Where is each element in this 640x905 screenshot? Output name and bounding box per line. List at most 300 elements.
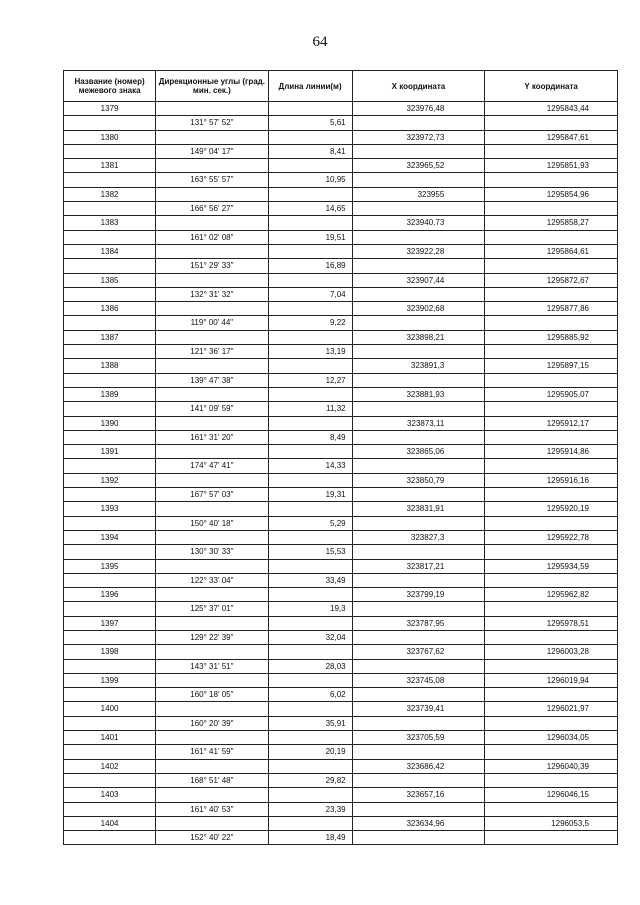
empty-cell — [485, 373, 618, 387]
empty-cell — [352, 202, 485, 216]
point-name: 1385 — [64, 273, 156, 287]
empty-cell — [485, 144, 618, 158]
empty-cell — [64, 630, 156, 644]
empty-cell — [64, 345, 156, 359]
segment-row — [64, 345, 618, 359]
empty-cell — [268, 445, 352, 459]
line-length: 15,53 — [268, 545, 352, 559]
y-coordinate: 1295851,93 — [485, 159, 618, 173]
empty-cell — [485, 688, 618, 702]
direction-angle: 122° 33' 04" — [156, 573, 268, 587]
empty-cell — [352, 688, 485, 702]
empty-cell — [64, 402, 156, 416]
point-row — [64, 788, 618, 802]
empty-cell — [352, 116, 485, 130]
empty-cell — [156, 759, 268, 773]
line-length: 14,33 — [268, 459, 352, 473]
x-coordinate: 323799,19 — [352, 588, 485, 602]
y-coordinate: 1295905,07 — [485, 387, 618, 401]
direction-angle: 161° 31' 20" — [156, 430, 268, 444]
empty-cell — [485, 802, 618, 816]
empty-cell — [485, 716, 618, 730]
empty-cell — [485, 116, 618, 130]
segment-row — [64, 144, 618, 158]
segment-row — [64, 116, 618, 130]
empty-cell — [156, 702, 268, 716]
y-coordinate: 1295978,51 — [485, 616, 618, 630]
direction-angle: 161° 40' 53" — [156, 802, 268, 816]
point-row — [64, 731, 618, 745]
segment-row — [64, 831, 618, 845]
empty-cell — [64, 831, 156, 845]
table-body — [64, 102, 618, 845]
y-coordinate: 1295916,16 — [485, 473, 618, 487]
line-length: 8,49 — [268, 430, 352, 444]
empty-cell — [268, 759, 352, 773]
direction-angle: 152° 40' 22" — [156, 831, 268, 845]
y-coordinate: 1295854,96 — [485, 187, 618, 201]
y-coordinate: 1296021,97 — [485, 702, 618, 716]
point-name: 1396 — [64, 588, 156, 602]
empty-cell — [156, 359, 268, 373]
empty-cell — [268, 130, 352, 144]
point-row — [64, 187, 618, 201]
empty-cell — [485, 230, 618, 244]
empty-cell — [156, 302, 268, 316]
empty-cell — [268, 216, 352, 230]
empty-cell — [485, 345, 618, 359]
point-name: 1382 — [64, 187, 156, 201]
header-y: Y координата — [485, 71, 618, 102]
empty-cell — [64, 430, 156, 444]
segment-row — [64, 630, 618, 644]
segment-row — [64, 688, 618, 702]
empty-cell — [485, 602, 618, 616]
x-coordinate: 323767,62 — [352, 645, 485, 659]
point-name: 1403 — [64, 788, 156, 802]
empty-cell — [352, 402, 485, 416]
direction-angle: 168° 51' 48" — [156, 773, 268, 787]
empty-cell — [485, 545, 618, 559]
empty-cell — [485, 516, 618, 530]
point-name: 1394 — [64, 530, 156, 544]
direction-angle: 150° 40' 18" — [156, 516, 268, 530]
point-name: 1392 — [64, 473, 156, 487]
point-row — [64, 559, 618, 573]
point-name: 1390 — [64, 416, 156, 430]
point-name: 1397 — [64, 616, 156, 630]
header-length: Длина линии(м) — [268, 71, 352, 102]
x-coordinate: 323686,42 — [352, 759, 485, 773]
direction-angle: 160° 18' 05" — [156, 688, 268, 702]
empty-cell — [485, 287, 618, 301]
segment-row — [64, 173, 618, 187]
empty-cell — [485, 573, 618, 587]
segment-row — [64, 602, 618, 616]
point-row — [64, 359, 618, 373]
empty-cell — [64, 316, 156, 330]
segment-row — [64, 659, 618, 673]
empty-cell — [64, 116, 156, 130]
point-row — [64, 530, 618, 544]
empty-cell — [156, 673, 268, 687]
direction-angle: 161° 41' 59" — [156, 745, 268, 759]
point-name: 1387 — [64, 330, 156, 344]
empty-cell — [64, 716, 156, 730]
segment-row — [64, 745, 618, 759]
empty-cell — [268, 530, 352, 544]
point-row — [64, 159, 618, 173]
line-length: 12,27 — [268, 373, 352, 387]
point-name: 1400 — [64, 702, 156, 716]
boundary-coordinates-table — [63, 70, 618, 845]
direction-angle: 130° 30' 33" — [156, 545, 268, 559]
segment-row — [64, 259, 618, 273]
point-row — [64, 244, 618, 258]
line-length: 20,19 — [268, 745, 352, 759]
point-row — [64, 816, 618, 830]
x-coordinate: 323902,68 — [352, 302, 485, 316]
point-name: 1391 — [64, 445, 156, 459]
segment-row — [64, 316, 618, 330]
segment-row — [64, 459, 618, 473]
y-coordinate: 1295897,15 — [485, 359, 618, 373]
empty-cell — [485, 316, 618, 330]
empty-cell — [64, 516, 156, 530]
empty-cell — [352, 630, 485, 644]
line-length: 28,03 — [268, 659, 352, 673]
empty-cell — [64, 488, 156, 502]
empty-cell — [156, 187, 268, 201]
empty-cell — [156, 416, 268, 430]
x-coordinate: 323881,93 — [352, 387, 485, 401]
y-coordinate: 1295912,17 — [485, 416, 618, 430]
empty-cell — [156, 445, 268, 459]
empty-cell — [352, 773, 485, 787]
point-row — [64, 759, 618, 773]
empty-cell — [268, 731, 352, 745]
x-coordinate: 323955 — [352, 187, 485, 201]
direction-angle: 151° 29' 33" — [156, 259, 268, 273]
empty-cell — [485, 430, 618, 444]
segment-row — [64, 287, 618, 301]
line-length: 5,29 — [268, 516, 352, 530]
empty-cell — [156, 159, 268, 173]
empty-cell — [156, 588, 268, 602]
x-coordinate: 323865,06 — [352, 445, 485, 459]
point-row — [64, 416, 618, 430]
point-row — [64, 702, 618, 716]
line-length: 32,04 — [268, 630, 352, 644]
empty-cell — [352, 259, 485, 273]
x-coordinate: 323972,73 — [352, 130, 485, 144]
empty-cell — [268, 588, 352, 602]
header-x: X координата — [352, 71, 485, 102]
point-row — [64, 645, 618, 659]
x-coordinate: 323705,59 — [352, 731, 485, 745]
empty-cell — [352, 602, 485, 616]
segment-row — [64, 402, 618, 416]
segment-row — [64, 516, 618, 530]
y-coordinate: 1296046,15 — [485, 788, 618, 802]
empty-cell — [64, 745, 156, 759]
empty-cell — [352, 488, 485, 502]
empty-cell — [156, 559, 268, 573]
empty-cell — [352, 573, 485, 587]
point-name: 1404 — [64, 816, 156, 830]
empty-cell — [156, 387, 268, 401]
direction-angle: 149° 04' 17" — [156, 144, 268, 158]
empty-cell — [352, 173, 485, 187]
empty-cell — [485, 173, 618, 187]
empty-cell — [352, 430, 485, 444]
x-coordinate: 323739,41 — [352, 702, 485, 716]
empty-cell — [156, 530, 268, 544]
point-row — [64, 302, 618, 316]
empty-cell — [156, 788, 268, 802]
empty-cell — [156, 473, 268, 487]
x-coordinate: 323817,21 — [352, 559, 485, 573]
y-coordinate: 1296053,5 — [485, 816, 618, 830]
y-coordinate: 1296034,05 — [485, 731, 618, 745]
empty-cell — [352, 144, 485, 158]
point-name: 1380 — [64, 130, 156, 144]
point-row — [64, 588, 618, 602]
point-row — [64, 330, 618, 344]
x-coordinate: 323891,3 — [352, 359, 485, 373]
y-coordinate: 1295872,67 — [485, 273, 618, 287]
point-name: 1399 — [64, 673, 156, 687]
segment-row — [64, 802, 618, 816]
empty-cell — [64, 230, 156, 244]
x-coordinate: 323745,08 — [352, 673, 485, 687]
empty-cell — [268, 702, 352, 716]
empty-cell — [268, 816, 352, 830]
point-name: 1384 — [64, 244, 156, 258]
y-coordinate: 1295922,78 — [485, 530, 618, 544]
direction-angle: 129° 22' 39" — [156, 630, 268, 644]
point-row — [64, 616, 618, 630]
empty-cell — [268, 159, 352, 173]
direction-angle: 132° 31' 32" — [156, 287, 268, 301]
segment-row — [64, 202, 618, 216]
y-coordinate: 1295920,19 — [485, 502, 618, 516]
empty-cell — [485, 630, 618, 644]
x-coordinate: 323976,48 — [352, 102, 485, 116]
empty-cell — [156, 216, 268, 230]
empty-cell — [268, 645, 352, 659]
direction-angle: 119° 00' 44" — [156, 316, 268, 330]
direction-angle: 161° 02' 08" — [156, 230, 268, 244]
point-name: 1386 — [64, 302, 156, 316]
segment-row — [64, 230, 618, 244]
direction-angle: 160° 20' 39" — [156, 716, 268, 730]
segment-row — [64, 773, 618, 787]
line-length: 13,19 — [268, 345, 352, 359]
y-coordinate: 1296003,28 — [485, 645, 618, 659]
empty-cell — [64, 659, 156, 673]
table-header — [64, 71, 618, 102]
line-length: 19,3 — [268, 602, 352, 616]
direction-angle: 163° 55' 57" — [156, 173, 268, 187]
empty-cell — [64, 773, 156, 787]
empty-cell — [352, 345, 485, 359]
empty-cell — [268, 187, 352, 201]
empty-cell — [268, 788, 352, 802]
line-length: 18,49 — [268, 831, 352, 845]
empty-cell — [485, 202, 618, 216]
segment-row — [64, 430, 618, 444]
empty-cell — [268, 473, 352, 487]
direction-angle: 139° 47' 38" — [156, 373, 268, 387]
point-row — [64, 502, 618, 516]
point-row — [64, 102, 618, 116]
x-coordinate: 323657,16 — [352, 788, 485, 802]
empty-cell — [352, 802, 485, 816]
line-length: 6,02 — [268, 688, 352, 702]
line-length: 19,31 — [268, 488, 352, 502]
empty-cell — [64, 144, 156, 158]
empty-cell — [64, 802, 156, 816]
empty-cell — [156, 330, 268, 344]
empty-cell — [485, 745, 618, 759]
point-row — [64, 130, 618, 144]
point-name: 1402 — [64, 759, 156, 773]
header-angle: Дирекционные углы (град. мин. сек.) — [156, 71, 268, 102]
empty-cell — [352, 831, 485, 845]
segment-row — [64, 373, 618, 387]
segment-row — [64, 716, 618, 730]
empty-cell — [352, 659, 485, 673]
y-coordinate: 1295962,82 — [485, 588, 618, 602]
empty-cell — [156, 731, 268, 745]
header-name: Название (номер) межевого знака — [64, 71, 156, 102]
line-length: 14,65 — [268, 202, 352, 216]
direction-angle: 131° 57' 52" — [156, 116, 268, 130]
y-coordinate: 1295858,27 — [485, 216, 618, 230]
y-coordinate: 1295843,44 — [485, 102, 618, 116]
y-coordinate: 1295864,61 — [485, 244, 618, 258]
point-row — [64, 273, 618, 287]
x-coordinate: 323873,11 — [352, 416, 485, 430]
empty-cell — [485, 773, 618, 787]
empty-cell — [156, 273, 268, 287]
direction-angle: 141° 09' 59" — [156, 402, 268, 416]
y-coordinate: 1295847,61 — [485, 130, 618, 144]
x-coordinate: 323907,44 — [352, 273, 485, 287]
page-number: 64 — [312, 34, 328, 50]
empty-cell — [268, 673, 352, 687]
y-coordinate: 1296019,94 — [485, 673, 618, 687]
empty-cell — [352, 230, 485, 244]
empty-cell — [64, 202, 156, 216]
empty-cell — [352, 459, 485, 473]
direction-angle: 143° 31' 51" — [156, 659, 268, 673]
point-name: 1379 — [64, 102, 156, 116]
empty-cell — [485, 488, 618, 502]
empty-cell — [156, 102, 268, 116]
x-coordinate: 323831,91 — [352, 502, 485, 516]
segment-row — [64, 488, 618, 502]
direction-angle: 174° 47' 41" — [156, 459, 268, 473]
empty-cell — [268, 302, 352, 316]
line-length: 9,22 — [268, 316, 352, 330]
point-row — [64, 216, 618, 230]
line-length: 10,95 — [268, 173, 352, 187]
empty-cell — [156, 244, 268, 258]
empty-cell — [156, 130, 268, 144]
empty-cell — [485, 259, 618, 273]
x-coordinate: 323898,21 — [352, 330, 485, 344]
empty-cell — [352, 745, 485, 759]
line-length: 23,39 — [268, 802, 352, 816]
line-length: 8,41 — [268, 144, 352, 158]
point-name: 1393 — [64, 502, 156, 516]
direction-angle: 125° 37' 01" — [156, 602, 268, 616]
empty-cell — [64, 373, 156, 387]
empty-cell — [268, 244, 352, 258]
direction-angle: 166° 56' 27" — [156, 202, 268, 216]
direction-angle: 167° 57' 03" — [156, 488, 268, 502]
x-coordinate: 323850,79 — [352, 473, 485, 487]
empty-cell — [352, 287, 485, 301]
y-coordinate: 1295885,92 — [485, 330, 618, 344]
point-name: 1389 — [64, 387, 156, 401]
point-name: 1395 — [64, 559, 156, 573]
y-coordinate: 1295877,86 — [485, 302, 618, 316]
empty-cell — [64, 259, 156, 273]
empty-cell — [268, 330, 352, 344]
empty-cell — [156, 502, 268, 516]
empty-cell — [156, 616, 268, 630]
point-name: 1383 — [64, 216, 156, 230]
empty-cell — [352, 716, 485, 730]
empty-cell — [485, 831, 618, 845]
y-coordinate: 1295914,86 — [485, 445, 618, 459]
line-length: 19,51 — [268, 230, 352, 244]
line-length: 33,49 — [268, 573, 352, 587]
empty-cell — [268, 616, 352, 630]
x-coordinate: 323965,52 — [352, 159, 485, 173]
point-row — [64, 473, 618, 487]
x-coordinate: 323922,28 — [352, 244, 485, 258]
line-length: 5,61 — [268, 116, 352, 130]
empty-cell — [268, 416, 352, 430]
x-coordinate: 323634,96 — [352, 816, 485, 830]
empty-cell — [64, 545, 156, 559]
x-coordinate: 323827,3 — [352, 530, 485, 544]
empty-cell — [352, 545, 485, 559]
header-row — [64, 71, 618, 102]
y-coordinate: 1296040,39 — [485, 759, 618, 773]
segment-row — [64, 573, 618, 587]
point-name: 1401 — [64, 731, 156, 745]
empty-cell — [268, 102, 352, 116]
empty-cell — [64, 602, 156, 616]
y-coordinate: 1295934,59 — [485, 559, 618, 573]
point-name: 1381 — [64, 159, 156, 173]
direction-angle: 121° 36' 17" — [156, 345, 268, 359]
empty-cell — [64, 688, 156, 702]
empty-cell — [64, 287, 156, 301]
empty-cell — [64, 459, 156, 473]
empty-cell — [268, 273, 352, 287]
empty-cell — [485, 459, 618, 473]
point-name: 1398 — [64, 645, 156, 659]
empty-cell — [268, 359, 352, 373]
point-row — [64, 387, 618, 401]
point-name: 1388 — [64, 359, 156, 373]
